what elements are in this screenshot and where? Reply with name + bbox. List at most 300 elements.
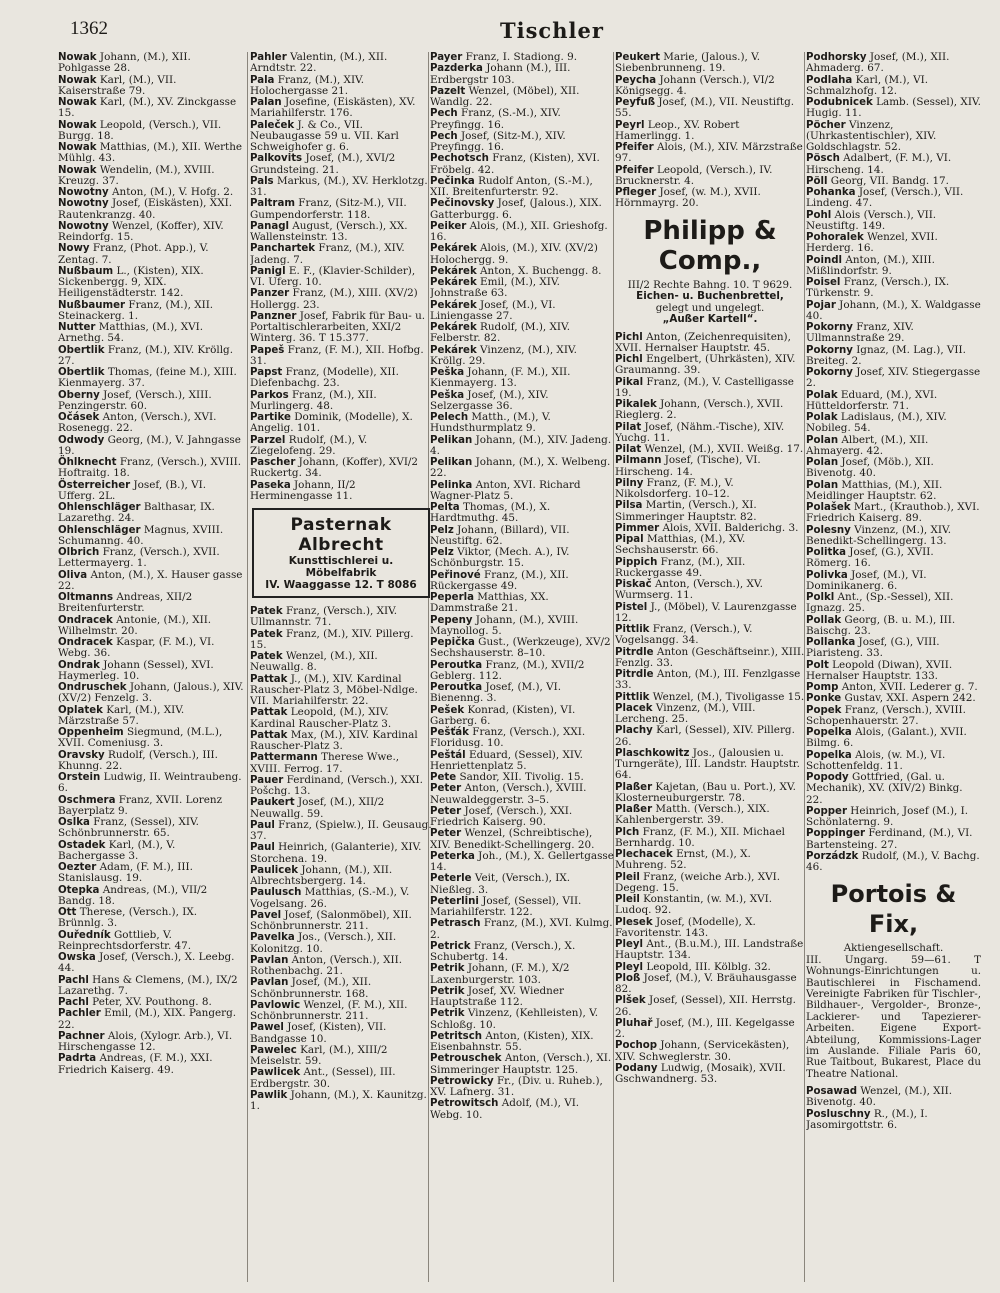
directory-entry bbox=[806, 637, 981, 660]
directory-entry bbox=[806, 727, 981, 750]
entry-details: Karl, (M.), VI. Schmalzhofg. 12. bbox=[806, 73, 928, 97]
directory-entry bbox=[430, 637, 614, 660]
entry-details: Mart., (Krauthob.), XVI. Friedrich Kaiserg. 89. bbox=[806, 501, 980, 525]
directory-entry bbox=[806, 232, 981, 255]
directory-entry bbox=[615, 748, 805, 782]
entry-details: Josef, (Möb.), XII. Bivenotg. 40. bbox=[806, 456, 934, 480]
entry-details: Johann, (M.), X. Waldgasse 40. bbox=[806, 298, 981, 322]
directory-entry bbox=[58, 660, 244, 683]
entry-name: Pavlan bbox=[250, 954, 289, 966]
entry-details: Karl, (M.), VII. Kaiserstraße 79. bbox=[58, 73, 177, 97]
directory-entry bbox=[806, 806, 981, 829]
entry-details: Adam, (F. M.), III. Stanislausg. 19. bbox=[58, 861, 193, 885]
directory-entry bbox=[806, 120, 981, 154]
directory-entry bbox=[615, 557, 805, 580]
entry-name: Paul bbox=[250, 842, 275, 854]
entry-name: Petrowicky bbox=[430, 1075, 494, 1087]
entry-details: Franz, (M.), V. Castelligasse 19. bbox=[615, 375, 794, 399]
entry-name: Pipal bbox=[615, 534, 644, 545]
directory-entry bbox=[250, 311, 432, 345]
entry-name: Pippich bbox=[615, 556, 658, 568]
entry-name: Pekárek bbox=[430, 265, 477, 277]
directory-entry bbox=[615, 725, 805, 748]
directory-entry bbox=[806, 187, 981, 210]
entry-name: Plaßer bbox=[615, 804, 653, 815]
entry-details: Johann, (M.), XII. Pohlgasse 28. bbox=[58, 52, 191, 75]
directory-entry bbox=[615, 624, 805, 647]
directory-entry bbox=[430, 176, 614, 199]
entry-name: Ohlenschläger bbox=[58, 524, 141, 536]
entry-name: Pelikan bbox=[430, 457, 473, 468]
entry-name: Pilmann bbox=[615, 455, 662, 467]
directory-entry bbox=[58, 862, 244, 885]
directory-entry bbox=[250, 1067, 432, 1090]
directory-entry bbox=[806, 97, 981, 120]
entry-name: Polak bbox=[806, 389, 838, 401]
entry-name: Pattak bbox=[250, 673, 288, 685]
entry-name: Pelinka bbox=[430, 479, 473, 491]
directory-entry bbox=[806, 772, 981, 806]
entry-details: Josef, (B.), VI. Ufferg. 2L. bbox=[58, 478, 207, 502]
entry-details: Franz, (M.), XIV. Pillerg. 15. bbox=[250, 627, 414, 651]
directory-entry bbox=[430, 750, 614, 773]
entry-details: Wenzel, XVII. Herderg. 16. bbox=[806, 231, 938, 255]
entry-details: Anton, X. Buchengg. 8. bbox=[480, 264, 602, 277]
entry-details: Josef, (Sitz-M.), XIV. Preyfingg. 16. bbox=[430, 129, 566, 153]
entry-name: Pojar bbox=[806, 299, 836, 311]
entry-details: Franz, (Versch.), XVIII. Hoftraitg. 18. bbox=[58, 456, 242, 480]
directory-entry bbox=[615, 120, 805, 143]
entry-details: Ferdinand, (Versch.), XXI. Pošchg. 13. bbox=[250, 773, 423, 797]
directory-entry bbox=[615, 478, 805, 501]
entry-details: Anton, (Versch.), XII. Rothenbachg. 21. bbox=[250, 953, 402, 977]
directory-entry bbox=[615, 187, 805, 210]
entry-details: Anton, XVII. Lederer g. 7. bbox=[841, 681, 978, 693]
entry-details: Markus, (M.), XV. Herklotzg. 31. bbox=[250, 174, 428, 198]
entry-name: Peperla bbox=[430, 592, 474, 603]
entry-name: Pikal bbox=[615, 376, 644, 388]
directory-entry bbox=[430, 806, 614, 829]
entry-name: Palkovits bbox=[250, 153, 303, 165]
directory-entry bbox=[430, 783, 614, 806]
column-2 bbox=[250, 52, 432, 1282]
entry-name: Popelka bbox=[806, 727, 852, 738]
entry-details: Josef, (M.), VI. Bienenng. 3. bbox=[430, 681, 562, 705]
entry-details: Vinzenz, (M.), XIV. Kröllg. 29. bbox=[430, 343, 577, 367]
entry-name: Pekárek bbox=[430, 299, 477, 311]
entry-name: Patek bbox=[250, 606, 283, 617]
directory-entry bbox=[58, 817, 244, 840]
directory-entry bbox=[430, 682, 614, 705]
entry-details: Karl, (Sessel), XIV. Pillerg. 26. bbox=[615, 724, 795, 748]
entry-name: Pahler bbox=[250, 52, 287, 63]
entry-details: Franz, (M.), XIV. Jadeng. 7. bbox=[250, 242, 405, 266]
entry-name: Podlaha bbox=[806, 74, 853, 86]
entry-name: Pazderka bbox=[430, 63, 483, 75]
page-number: 1362 bbox=[70, 18, 108, 39]
directory-entry bbox=[58, 412, 244, 435]
entry-details: Josef, (Modelle), X. Favoritenstr. 143. bbox=[615, 915, 756, 939]
entry-name: Peter bbox=[430, 783, 462, 795]
entry-details: Wenzel, (M.), XII. Bivenotg. 40. bbox=[806, 1085, 953, 1109]
entry-details: Anton, (M.), XIII. Mißlindorfstr. 9. bbox=[806, 253, 935, 277]
entry-details: Franz, (Sitz-M.), VII. Gumpendorferstr. 118. bbox=[250, 197, 407, 221]
directory-entry bbox=[615, 354, 805, 377]
entry-details: Matthias, (M.), XII. Werthe Mühlg. 43. bbox=[58, 141, 243, 165]
entry-details: Franz, (Spielw.), II. Geusaug. 37. bbox=[250, 818, 432, 842]
entry-name: Olbrich bbox=[58, 547, 100, 558]
entry-name: Petrouschek bbox=[430, 1053, 502, 1065]
directory-entry bbox=[615, 1063, 805, 1086]
entry-details: Karl, (M.), XIV. Märzstraße 57. bbox=[58, 703, 185, 727]
entry-name: Peter bbox=[430, 828, 462, 840]
entry-details: Josef, XV. Wiedner Hauptstraße 112. bbox=[430, 984, 564, 1008]
directory-entry bbox=[430, 873, 614, 896]
directory-entry bbox=[58, 52, 244, 75]
directory-entry bbox=[430, 502, 614, 525]
directory-entry bbox=[250, 707, 432, 730]
entry-details: Josef, (Versch.), X. Leebg. 44. bbox=[58, 951, 235, 975]
entry-name: Patek bbox=[250, 651, 283, 662]
directory-entry bbox=[430, 86, 614, 109]
directory-entry bbox=[430, 435, 614, 458]
directory-entry bbox=[250, 865, 432, 888]
entry-details: Vinzenz, (Uhrkastentischler), XIV. Goldschlagstr. 52. bbox=[806, 118, 937, 153]
entry-name: Parkos bbox=[250, 389, 289, 401]
entry-details: Ludwig, II. Weintraubeng. 6. bbox=[58, 771, 242, 795]
entry-details: Anton, (Versch.), XVIII. Neuwaldeggerstr. 3–5. bbox=[430, 782, 587, 806]
directory-entry bbox=[615, 669, 805, 692]
entry-name: Pollanka bbox=[806, 637, 856, 648]
entry-details: Leopold, III. Kölblg. 32. bbox=[646, 960, 771, 973]
entry-details: Matthias, (M.), XII. Meidlinger Hauptstr. 62. bbox=[806, 478, 943, 502]
entry-details: Franz, (M.), XIV. Kröllg. 27. bbox=[58, 343, 234, 367]
directory-entry bbox=[806, 525, 981, 548]
entry-name: Oschmera bbox=[58, 794, 116, 806]
entry-name: Pattak bbox=[250, 729, 288, 741]
entry-details: Heinrich, (Galanterie), XIV. Storchena. 19. bbox=[250, 841, 422, 865]
directory-entry bbox=[250, 435, 432, 458]
entry-details: Franz, (F. M.), XII. Michael Bernhardg. 10. bbox=[615, 825, 785, 849]
entry-name: Peroutka bbox=[430, 659, 483, 671]
entry-details: Josef, (M.), XII. Ahmaderg. 67. bbox=[806, 52, 950, 75]
entry-details: Johann, (M.), XIV. Jadeng. 4. bbox=[430, 433, 612, 457]
directory-entry bbox=[250, 480, 432, 503]
advertisement-portois bbox=[806, 879, 981, 1080]
entry-name: Nowak bbox=[58, 119, 97, 131]
directory-entry bbox=[615, 1040, 805, 1063]
entry-name: Polkl bbox=[806, 592, 835, 603]
entry-details: Josef, (Versch.), XIII. Penzingerstr. 60. bbox=[58, 388, 212, 412]
entry-name: Papst bbox=[250, 367, 283, 378]
entry-details: Matthias, XX. Dammstraße 21. bbox=[430, 591, 549, 615]
entry-name: Oslka bbox=[58, 817, 90, 828]
directory-entry bbox=[250, 198, 432, 221]
entry-name: Peyfuß bbox=[615, 97, 656, 108]
entry-name: Nowak bbox=[58, 142, 97, 153]
directory-entry bbox=[806, 255, 981, 278]
entry-name: Pepička bbox=[430, 637, 475, 648]
entry-details: Anton, (Zeichenrequisiten), XVII. Hernalser Hauptstr. 45. bbox=[615, 330, 791, 354]
entry-details: Andreas, (M.), VII/2 Bandg. 18. bbox=[58, 883, 208, 907]
entry-details: Rudolf, (Versch.), III. Khunng. 22. bbox=[58, 748, 218, 772]
entry-name: Pleil bbox=[615, 894, 640, 905]
directory-entry bbox=[430, 986, 614, 1009]
entry-name: Owska bbox=[58, 952, 96, 963]
entry-name: Pokorny bbox=[806, 322, 853, 333]
entry-name: Pekárek bbox=[430, 344, 477, 356]
directory-entry bbox=[615, 377, 805, 400]
directory-entry bbox=[58, 840, 244, 863]
directory-entry bbox=[250, 457, 432, 480]
directory-entry bbox=[806, 502, 981, 525]
entry-details: Vinzenz, (Kehlleisten), V. Schloßg. 10. bbox=[430, 1007, 599, 1031]
directory-entry bbox=[58, 457, 244, 480]
entry-details: Anton, XVI. Richard Wagner-Platz 5. bbox=[430, 478, 581, 502]
entry-details: Josef, (Kisten), VII. Bandgasse 10. bbox=[250, 1021, 387, 1045]
entry-details: R., (M.), I. Jasomirgottstr. 6. bbox=[806, 1107, 928, 1131]
entry-name: Pohanka bbox=[806, 187, 856, 198]
entry-name: Polan bbox=[806, 434, 839, 446]
entry-name: Plaschkowitz bbox=[615, 747, 690, 759]
entry-name: Pavelka bbox=[250, 932, 295, 944]
directory-entry bbox=[615, 939, 805, 962]
directory-entry bbox=[615, 52, 805, 75]
entry-details: Josef, (w. M.), XVII. Hörnmayrg. 20. bbox=[615, 186, 761, 210]
entry-name: Nowak bbox=[58, 52, 97, 63]
directory-entry bbox=[615, 804, 805, 827]
directory-entry bbox=[58, 907, 244, 930]
entry-name: Peška bbox=[430, 367, 465, 378]
entry-name: Nowy bbox=[58, 243, 90, 255]
directory-entry bbox=[250, 910, 432, 933]
directory-entry bbox=[430, 570, 614, 593]
entry-name: Oliva bbox=[58, 569, 88, 581]
directory-entry bbox=[430, 198, 614, 221]
entry-details: Matthias, (M.), XVI. Arnethg. 54. bbox=[58, 321, 204, 345]
entry-name: Pete bbox=[430, 772, 457, 783]
entry-details: Fr., (Div. u. Ruheb.), XV. Lafnerg. 31. bbox=[430, 1074, 603, 1098]
directory-entry bbox=[58, 705, 244, 728]
directory-entry bbox=[250, 977, 432, 1000]
entry-details: Josef, (Eiskästen), XXI. Rautenkranzg. 40. bbox=[58, 197, 232, 221]
entry-name: Pichl bbox=[615, 331, 643, 343]
entry-details: Johann, (F. M.), XII. Kienmayerg. 13. bbox=[430, 366, 571, 390]
directory-entry bbox=[615, 399, 805, 422]
entry-details: Leopold (Diwan), XVII. Hernalser Hauptstr. 133. bbox=[806, 658, 953, 682]
entry-name: Pomp bbox=[806, 682, 839, 693]
entry-details: Anton (Geschäftseinr.), XIII. Fenzlg. 33. bbox=[615, 645, 805, 669]
directory-entry bbox=[806, 750, 981, 773]
entry-details: Alois, (M.), XII. Grieshofg. 16. bbox=[430, 219, 608, 243]
directory-entry bbox=[250, 75, 432, 98]
directory-entry bbox=[430, 1008, 614, 1031]
directory-entry bbox=[430, 367, 614, 390]
directory-entry bbox=[430, 918, 614, 941]
entry-name: Podhorsky bbox=[806, 52, 867, 63]
entry-details: Anton, (M.), V. Hofg. 2. bbox=[112, 186, 234, 198]
entry-details: J., (Möbel), V. Laurenzgasse 12. bbox=[615, 600, 797, 624]
entry-name: Pech bbox=[430, 108, 458, 120]
entry-details: Vinzenz, (M.), VIII. Lercheng. 25. bbox=[615, 701, 756, 725]
directory-entry bbox=[430, 1076, 614, 1099]
entry-name: Pachl bbox=[58, 997, 89, 1008]
ad-line: IV. Waaggasse 12. T 8086 bbox=[265, 579, 417, 591]
directory-entry bbox=[58, 300, 244, 323]
entry-details: Josef, (M.), V. Bräuhausgasse 82. bbox=[615, 971, 797, 995]
entry-name: Paulicek bbox=[250, 864, 299, 876]
entry-name: Otepka bbox=[58, 884, 100, 896]
entry-details: Gustav, XXI. Aspern 242. bbox=[844, 692, 976, 705]
entry-details: Gottlieb, V. Reinprechtsdorferstr. 47. bbox=[58, 928, 192, 952]
entry-details: Franz, (Sessel), XIV. Schönbrunnerstr. 65. bbox=[58, 816, 199, 840]
entry-name: Pöll bbox=[806, 175, 828, 187]
directory-entry bbox=[430, 300, 614, 323]
entry-name: Pešek bbox=[430, 704, 465, 716]
directory-entry bbox=[58, 198, 244, 221]
entry-details: Ernst, (M.), X. Muhreng. 52. bbox=[615, 848, 751, 872]
entry-name: Polak bbox=[806, 412, 838, 423]
directory-entry bbox=[615, 917, 805, 940]
entry-details: Josef, (Sessel), VII. Mariahilferstr. 122. bbox=[430, 894, 582, 918]
ad-line: III/2 Rechte Bahng. 10. T 9629. bbox=[627, 278, 793, 291]
directory-entry bbox=[58, 390, 244, 413]
entry-details: Franz, (M.), XVI. Kulmg. 2. bbox=[430, 917, 613, 941]
entry-name: Pittlik bbox=[615, 691, 650, 703]
entry-details: Georg, VII. Bandg. 17. bbox=[830, 174, 949, 187]
directory-entry bbox=[250, 1022, 432, 1045]
entry-details: Sandor, XII. Tivolig. 15. bbox=[459, 771, 584, 783]
entry-name: Petrick bbox=[430, 940, 471, 952]
directory-entry bbox=[250, 266, 432, 289]
directory-entry bbox=[430, 1098, 614, 1121]
entry-details: Siegmund, (M.L.), XVII. Comeniusg. 3. bbox=[58, 726, 223, 750]
directory-entry bbox=[430, 592, 614, 615]
entry-name: Pala bbox=[250, 74, 275, 86]
directory-entry bbox=[806, 615, 981, 638]
directory-entry bbox=[250, 842, 432, 865]
entry-name: Pollak bbox=[806, 614, 842, 626]
entry-details: Franz, (Versch.), XIV. Ullmannstr. 71. bbox=[250, 605, 398, 629]
entry-details: Martin, (Versch.), XI. Simmeringer Hauptstr. 82. bbox=[615, 499, 757, 523]
entry-name: Pečinovsky bbox=[430, 198, 495, 210]
ad-line: Eichen- u. Buchenbrettel, bbox=[636, 290, 784, 302]
entry-details: Karl, (M.), XV. Zinckgasse 15. bbox=[58, 96, 237, 120]
entry-details: Alois, (M.), XIV. (XV/2) Holochergg. 9. bbox=[430, 242, 598, 266]
directory-entry bbox=[58, 345, 244, 368]
entry-name: Peukert bbox=[615, 52, 660, 63]
directory-entry bbox=[58, 1053, 244, 1076]
entry-details: Josef, (M.), XVI/2 Grundsteing. 21. bbox=[250, 152, 396, 176]
page-header bbox=[70, 18, 950, 44]
entry-name: Plachy bbox=[615, 725, 653, 737]
entry-details: Josef, (G.), VIII. Piaristeng. 33. bbox=[806, 636, 940, 660]
entry-details: Alois (Versch.), VII. Neustiftg. 149. bbox=[806, 208, 937, 232]
directory-entry bbox=[58, 243, 244, 266]
directory-entry bbox=[615, 1018, 805, 1041]
entry-name: Plaßer bbox=[615, 781, 653, 793]
entry-name: Pawlik bbox=[250, 1089, 288, 1101]
entry-details: Franz, XVII. Lorenz Bayerplatz 9. bbox=[58, 793, 223, 817]
entry-name: Peroutka bbox=[430, 682, 483, 693]
entry-details: Gottfried, (Gal. u. Mechanik), XV. (XIV/2) Binkg. 22. bbox=[806, 771, 963, 806]
entry-name: Ondracek bbox=[58, 614, 113, 626]
directory-entry bbox=[430, 108, 614, 131]
directory-entry bbox=[250, 97, 432, 120]
entry-details: Josef, (Jalous.), XIX. Gatterburgg. 6. bbox=[430, 197, 602, 221]
entry-name: Pilat bbox=[615, 421, 642, 433]
entry-name: Pilny bbox=[615, 477, 644, 489]
entry-name: Pelz bbox=[430, 524, 454, 536]
directory-entry bbox=[430, 345, 614, 368]
entry-details: Jos., (Versch.), XII. Kolonitzg. 10. bbox=[250, 931, 397, 955]
entry-name: Pilat bbox=[615, 444, 642, 455]
directory-entry bbox=[58, 502, 244, 525]
entry-name: Pfleger bbox=[615, 187, 657, 198]
entry-details: Viktor, (Mech. A.), IV. Schönburgstr. 15. bbox=[430, 546, 570, 570]
entry-name: Paseka bbox=[250, 479, 291, 491]
directory-entry bbox=[615, 995, 805, 1018]
entry-details: Valentin, (M.), XII. Arndtstr. 22. bbox=[250, 52, 388, 75]
directory-entry bbox=[615, 75, 805, 98]
entry-details: Wenzel, (Möbel), XII. Wandlg. 22. bbox=[430, 84, 580, 108]
entry-name: Pauer bbox=[250, 774, 284, 786]
directory-entry bbox=[615, 534, 805, 557]
entry-name: Panagl bbox=[250, 220, 289, 232]
ad-line: Kunsttischlerei u. Möbelfabrik bbox=[288, 555, 394, 579]
entry-name: Polt bbox=[806, 659, 829, 671]
entry-name: Pekárek bbox=[430, 277, 477, 288]
directory-entry bbox=[58, 1031, 244, 1054]
entry-details: Therese, (Versch.), IX. Brünnlg. 3. bbox=[58, 906, 198, 930]
entry-details: Antonie, (M.), XII. Wilhelmstr. 20. bbox=[58, 613, 212, 637]
directory-entry bbox=[430, 1031, 614, 1054]
directory-entry bbox=[250, 775, 432, 798]
entry-details: Josefine, (Eiskästen), XV. Mariahilferstr. 176. bbox=[250, 96, 416, 120]
directory-entry bbox=[615, 827, 805, 850]
directory-entry bbox=[58, 795, 244, 818]
entry-name: Ouředník bbox=[58, 929, 111, 941]
entry-name: Pittlik bbox=[615, 624, 650, 635]
entry-name: Polan bbox=[806, 479, 839, 491]
directory-entry bbox=[430, 277, 614, 300]
entry-name: Pimmer bbox=[615, 522, 660, 534]
directory-entry bbox=[58, 682, 244, 705]
directory-entry bbox=[58, 952, 244, 975]
entry-details: Adolf, (M.), VI. Webg. 10. bbox=[430, 1097, 580, 1121]
entry-name: Pazelt bbox=[430, 85, 466, 97]
entry-name: Plch bbox=[615, 826, 640, 838]
entry-details: Wenzel, (M.), Tivoligasse 15. bbox=[652, 690, 805, 703]
entry-details: Franz, (Versch.), X. Schubertg. 14. bbox=[430, 939, 576, 963]
entry-details: Franz, (M.), XII. Ruckergasse 49. bbox=[615, 555, 746, 579]
entry-name: Pattermann bbox=[250, 752, 318, 764]
entry-name: Oppenheim bbox=[58, 727, 124, 738]
entry-name: Paltram bbox=[250, 198, 295, 210]
directory-entry bbox=[430, 525, 614, 548]
entry-details: Marie, (Jalous.), V. Siebenbrunneng. 19. bbox=[615, 52, 761, 75]
directory-entry bbox=[58, 97, 244, 120]
directory-entry bbox=[430, 963, 614, 986]
entry-details: Josef, XIV. Stiegergasse 2. bbox=[806, 366, 981, 390]
entry-name: Pfeifer bbox=[615, 142, 654, 153]
entry-name: Nußbaumer bbox=[58, 299, 126, 311]
ad-subtitle: Aktiengesellschaft. bbox=[843, 942, 944, 955]
directory-entry bbox=[615, 500, 805, 523]
directory-entry bbox=[806, 457, 981, 480]
entry-name: Pfeifer bbox=[615, 164, 654, 176]
entry-name: Pitrdle bbox=[615, 646, 654, 658]
